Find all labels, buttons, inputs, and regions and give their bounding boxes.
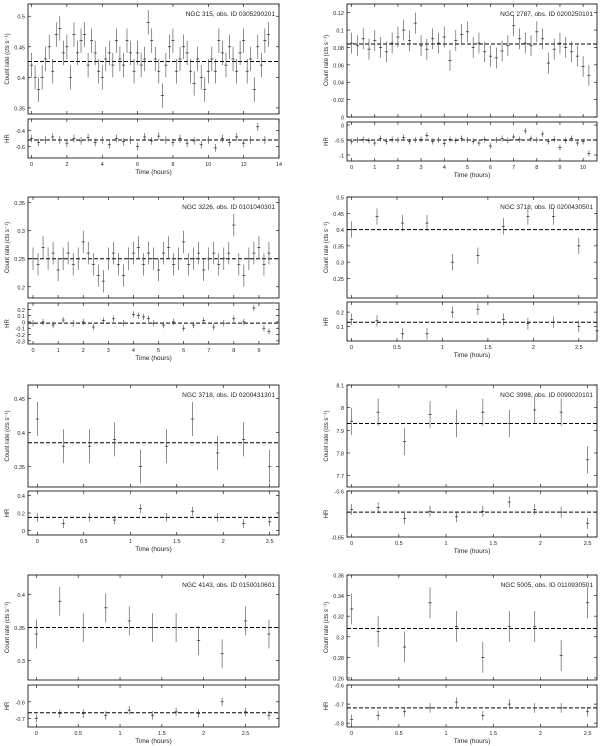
xtick-label: 0 <box>350 165 354 171</box>
xtick-label: 1 <box>128 539 132 545</box>
count-rate-ytick-label: 0.45 <box>14 397 25 404</box>
count-rate-ytick-label: 8 <box>340 406 344 413</box>
panel-title: NGC 3226, obs. ID 0101040301 <box>182 204 275 211</box>
count-rate-ylabel: Count rate (cts s⁻¹) <box>324 410 330 462</box>
xtick-label: 2.5 <box>583 731 592 737</box>
count-rate-ylabel: Count rate (cts s⁻¹) <box>324 221 330 274</box>
xlabel: Time (hours) <box>453 548 491 555</box>
hr-axes-frame <box>347 491 597 537</box>
count-rate-ytick-label: 0.45 <box>14 45 25 52</box>
count-rate-ytick-label: 0.5 <box>336 195 344 202</box>
count-rate-ytick-label: 0.08 <box>333 45 344 52</box>
xtick-label: 1 <box>444 731 448 737</box>
xtick-label: 2 <box>221 539 225 545</box>
xtick-label: 2.5 <box>574 345 583 351</box>
xtick-label: 1 <box>444 541 448 547</box>
hr-ylabel: HR <box>5 701 11 711</box>
xtick-label: 0 <box>35 539 39 545</box>
count-rate-ytick-label: 0.3 <box>336 260 344 267</box>
count-rate-ytick-label: 0.36 <box>333 573 344 580</box>
lightcurve-panel <box>5 4 282 176</box>
xtick-label: 5 <box>156 348 161 354</box>
count-rate-ytick-label: 0.04 <box>333 80 344 87</box>
xtick-label: 0 <box>34 731 38 737</box>
xtick-label: 7 <box>512 165 516 171</box>
xtick-label: 1.5 <box>158 731 166 737</box>
xlabel: Time (hours) <box>135 738 172 745</box>
count-rate-ytick-label: 0.32 <box>333 614 344 621</box>
hr-ytick-label: 0.2 <box>17 511 25 518</box>
xtick-label: 0.5 <box>393 345 401 351</box>
count-rate-ytick-label: 7.8 <box>336 451 344 458</box>
count-rate-ytick-label: 0.4 <box>17 593 25 600</box>
hr-ytick-label: 0.1 <box>336 325 344 332</box>
xtick-label: 2 <box>65 162 69 168</box>
count-rate-ytick-label: 0.45 <box>333 211 344 218</box>
xtick-label: 10 <box>205 162 212 168</box>
panel-title: NGC 2787, obs. ID 0200250101 <box>500 11 593 18</box>
count-rate-ytick-label: 7.9 <box>336 428 344 435</box>
xtick-label: 2.5 <box>241 731 250 737</box>
count-rate-ytick-label: 0.35 <box>14 106 25 113</box>
count-rate-ytick-label: 0.5 <box>17 14 25 21</box>
hr-axes-frame <box>28 491 279 535</box>
xtick-label: 0.5 <box>74 731 83 737</box>
hr-ytick-label: -0.5 <box>334 138 344 145</box>
xtick-label: 1 <box>440 345 444 351</box>
hr-ytick-label: -0.4 <box>15 129 25 136</box>
count-rate-ytick-label: 0.35 <box>14 201 25 208</box>
hr-ytick-label: 0.2 <box>17 307 25 314</box>
xlabel: Time (hours) <box>135 546 172 553</box>
count-rate-ytick-label: 0.1 <box>336 28 344 35</box>
count-rate-axes-frame <box>28 385 279 487</box>
xtick-label: 6 <box>182 348 186 354</box>
xtick-label: 0 <box>30 162 34 168</box>
panel-title: NGC 3718, obs. ID 0200430501 <box>500 204 593 211</box>
xtick-label: 3 <box>106 348 110 354</box>
count-rate-ytick-label: 0.2 <box>17 285 25 292</box>
xtick-label: 6 <box>136 162 140 168</box>
xtick-label: 0 <box>350 541 354 547</box>
xlabel: Time (hours) <box>453 172 491 179</box>
hr-ytick-label: 0.2 <box>336 310 344 317</box>
hr-ytick-label: -0.3 <box>15 339 25 346</box>
count-rate-ytick-label: 0.28 <box>333 655 344 662</box>
hr-ylabel: HR <box>5 319 11 328</box>
count-rate-ytick-label: 0.3 <box>336 635 344 642</box>
xtick-label: 8 <box>171 162 175 168</box>
xtick-label: 12 <box>240 162 247 168</box>
panel-title: NGC 315, obs. ID 0305290201 <box>185 11 275 18</box>
xtick-label: 4 <box>100 162 104 168</box>
hr-ytick-label: -0.2 <box>15 333 25 340</box>
hr-ylabel: HR <box>324 317 330 326</box>
count-rate-ytick-label: 0.25 <box>333 276 344 283</box>
panel-title: NGC 4143, obs. ID 0150010601 <box>182 582 275 589</box>
xlabel: Time (hours) <box>135 355 172 362</box>
xlabel: Time (hours) <box>453 352 491 359</box>
xtick-label: 0 <box>31 348 35 354</box>
xtick-label: 0.5 <box>79 539 88 545</box>
xtick-label: 2 <box>538 731 542 737</box>
xtick-label: 1.5 <box>484 345 492 351</box>
count-rate-axes-frame <box>347 385 597 487</box>
xtick-label: 0 <box>350 345 354 351</box>
count-rate-ytick-label: 0.3 <box>17 229 25 236</box>
lightcurve-panel <box>324 196 599 360</box>
count-rate-ytick-label: 0.35 <box>14 626 25 632</box>
xtick-label: 1 <box>373 165 377 171</box>
count-rate-ytick-label: 0 <box>340 115 344 122</box>
xtick-label: 8 <box>232 348 236 354</box>
hr-ytick-label: 0.1 <box>17 314 25 321</box>
count-rate-ylabel: Count rate (cts s⁻¹) <box>5 601 11 654</box>
hr-ylabel: HR <box>324 137 330 146</box>
count-rate-ylabel: Count rate (cts s⁻¹) <box>5 33 11 85</box>
xtick-label: 4 <box>131 348 135 354</box>
xtick-label: 0.5 <box>395 731 403 737</box>
panel-title: NGC 5005, obs. ID 0110930501 <box>500 582 593 589</box>
xtick-label: 10 <box>580 165 587 171</box>
xtick-label: 1 <box>118 731 122 737</box>
xtick-label: 14 <box>275 162 283 168</box>
hr-ytick-label: 0 <box>340 123 344 130</box>
xtick-label: 1.5 <box>489 541 498 547</box>
panel-title: NGC 3718, obs. ID 0200431301 <box>182 392 275 399</box>
xtick-label: 7 <box>207 348 211 354</box>
xtick-label: 9 <box>257 348 261 354</box>
xtick-label: 2.5 <box>265 539 274 545</box>
count-rate-ytick-label: 0.4 <box>336 228 344 235</box>
count-rate-axes-frame <box>347 197 597 298</box>
xtick-label: 1.5 <box>172 539 181 545</box>
xtick-label: 2 <box>202 731 206 737</box>
xlabel: Time (hours) <box>135 169 172 176</box>
hr-axes-frame <box>28 119 279 158</box>
count-rate-ytick-label: 0.06 <box>333 63 344 70</box>
hr-axes-frame <box>28 685 279 727</box>
hr-ytick-label: -0.6 <box>334 489 344 496</box>
count-rate-ylabel: Count rate (cts s⁻¹) <box>324 601 330 654</box>
hr-ytick-label: -0.8 <box>334 721 344 728</box>
xtick-label: 8 <box>535 165 539 171</box>
hr-ytick-label: 0.4 <box>17 493 25 500</box>
hr-ylabel: HR <box>324 701 330 711</box>
hr-ytick-label: 0 <box>21 320 25 327</box>
lightcurve-panel <box>5 197 279 362</box>
count-rate-axes-frame <box>347 575 597 680</box>
panel-title: NGC 3998, obs. ID 0090020101 <box>500 392 593 399</box>
count-rate-axes-frame <box>28 4 279 114</box>
lightcurve-panel <box>5 385 279 553</box>
count-rate-ytick-label: 0.4 <box>17 75 25 82</box>
count-rate-ylabel: Count rate (cts s⁻¹) <box>324 34 330 87</box>
count-rate-ylabel: Count rate (cts s⁻¹) <box>5 221 11 274</box>
xtick-label: 1.5 <box>489 731 498 737</box>
xtick-label: 6 <box>488 165 493 171</box>
count-rate-ylabel: Count rate (cts s⁻¹) <box>5 410 11 462</box>
count-rate-axes-frame <box>347 4 597 117</box>
xtick-label: 2.5 <box>583 541 592 547</box>
xtick-label: 0 <box>350 731 354 737</box>
xtick-label: 2 <box>81 348 85 354</box>
hr-ylabel: HR <box>5 134 11 143</box>
hr-ylabel: HR <box>5 508 11 518</box>
xtick-label: 1 <box>56 348 60 354</box>
count-rate-ytick-label: 0.26 <box>333 676 344 683</box>
hr-axes-frame <box>347 685 597 727</box>
xtick-label: 5 <box>465 165 469 171</box>
hr-ytick-label: -0.65 <box>331 535 344 542</box>
hr-ytick-label: 0 <box>21 529 25 536</box>
count-rate-ytick-label: 0.3 <box>17 658 25 665</box>
hr-ylabel: HR <box>324 509 330 519</box>
hr-ytick-label: -0.1 <box>15 326 25 333</box>
xtick-label: 2 <box>396 165 400 171</box>
lightcurve-panel <box>324 384 597 556</box>
xlabel: Time (hours) <box>453 738 491 745</box>
hr-ytick-label: -1 <box>339 153 344 160</box>
count-rate-ytick-label: 8.1 <box>336 383 344 390</box>
count-rate-ytick-label: 0.25 <box>14 257 25 264</box>
lightcurve-panel <box>5 575 279 745</box>
lightcurve-panel <box>324 574 597 746</box>
hr-ytick-label: -0.7 <box>15 717 25 724</box>
count-rate-ytick-label: 0.35 <box>14 465 25 472</box>
xtick-label: 2 <box>538 541 542 547</box>
count-rate-ytick-label: 7.7 <box>336 474 344 481</box>
hr-ytick-label: -0.6 <box>15 700 25 707</box>
xtick-label: 2 <box>531 345 535 351</box>
count-rate-ytick-label: 0.34 <box>333 594 344 601</box>
xtick-label: 4 <box>442 165 446 171</box>
count-rate-ytick-label: 0.02 <box>333 98 344 105</box>
count-rate-ytick-label: 0.35 <box>333 244 344 251</box>
lightcurve-panel <box>324 4 597 179</box>
hr-ytick-label: -0.6 <box>334 683 344 690</box>
xtick-label: 9 <box>558 165 562 171</box>
xtick-label: 3 <box>419 165 423 171</box>
xtick-label: 0.5 <box>395 541 403 547</box>
hr-axes-frame <box>347 302 597 341</box>
count-rate-ytick-label: 0.4 <box>17 431 25 438</box>
hr-ytick-label: -0.7 <box>334 702 344 709</box>
hr-ytick-label: -0.6 <box>15 144 25 151</box>
count-rate-ytick-label: 0.12 <box>333 11 344 18</box>
